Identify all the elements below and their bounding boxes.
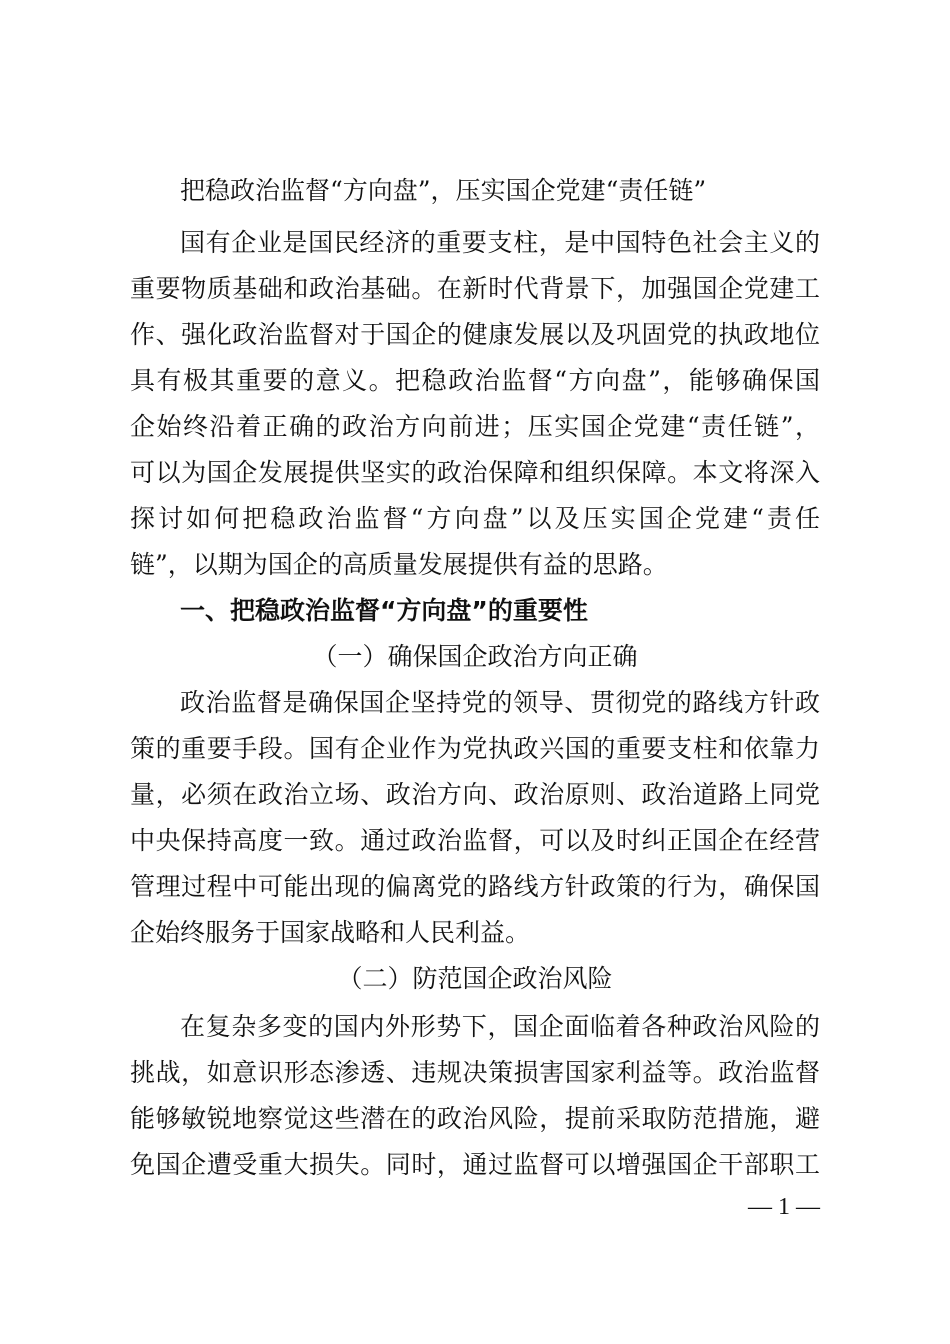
section-1-heading: 一、把稳政治监督“方向盘”的重要性 [180, 596, 588, 625]
intro-line-2: 重要物质基础和政治基础。在新时代背景下，加强国企党建工 [130, 274, 820, 303]
page-number: — 1 — [748, 1194, 820, 1220]
subsection-1-heading: （一）确保国企政治方向正确 [312, 642, 638, 671]
subsection-2-line-3: 能够敏锐地察觉这些潜在的政治风险，提前采取防范措施，避 [130, 1104, 820, 1133]
intro-line-5: 企始终沿着正确的政治方向前进；压实国企党建“责任链”， [130, 412, 820, 441]
intro-line-6: 可以为国企发展提供坚实的政治保障和组织保障。本文将深入 [130, 458, 820, 487]
subsection-2-line-4: 免国企遭受重大损失。同时，通过监督可以增强国企干部职工 [130, 1150, 820, 1179]
intro-line-8: 链”，以期为国企的高质量发展提供有益的思路。 [130, 550, 668, 579]
intro-line-4: 具有极其重要的意义。把稳政治监督“方向盘”，能够确保国 [130, 366, 820, 395]
subsection-1-line-4: 中央保持高度一致。通过政治监督，可以及时纠正国企在经营 [130, 826, 820, 855]
intro-line-1: 国有企业是国民经济的重要支柱，是中国特色社会主义的 [180, 228, 820, 257]
subsection-2-line-2: 挑战，如意识形态渗透、违规决策损害国家利益等。政治监督 [130, 1058, 820, 1087]
document-title: 把稳政治监督“方向盘”，压实国企党建“责任链” [180, 176, 707, 205]
intro-line-3: 作、强化政治监督对于国企的健康发展以及巩固党的执政地位 [130, 320, 820, 349]
intro-line-7: 探讨如何把稳政治监督“方向盘”以及压实国企党建“责任 [130, 504, 820, 533]
subsection-1-line-3: 量，必须在政治立场、政治方向、政治原则、政治道路上同党 [130, 780, 820, 809]
subsection-1-line-5: 管理过程中可能出现的偏离党的路线方针政策的行为，确保国 [130, 872, 820, 901]
subsection-1-line-1: 政治监督是确保国企坚持党的领导、贯彻党的路线方针政 [180, 688, 820, 717]
subsection-2-heading: （二）防范国企政治风险 [337, 964, 613, 993]
subsection-1-line-6: 企始终服务于国家战略和人民利益。 [130, 918, 531, 947]
subsection-2-line-1: 在复杂多变的国内外形势下，国企面临着各种政治风险的 [180, 1012, 820, 1041]
subsection-1-line-2: 策的重要手段。国有企业作为党执政兴国的重要支柱和依靠力 [130, 734, 820, 763]
